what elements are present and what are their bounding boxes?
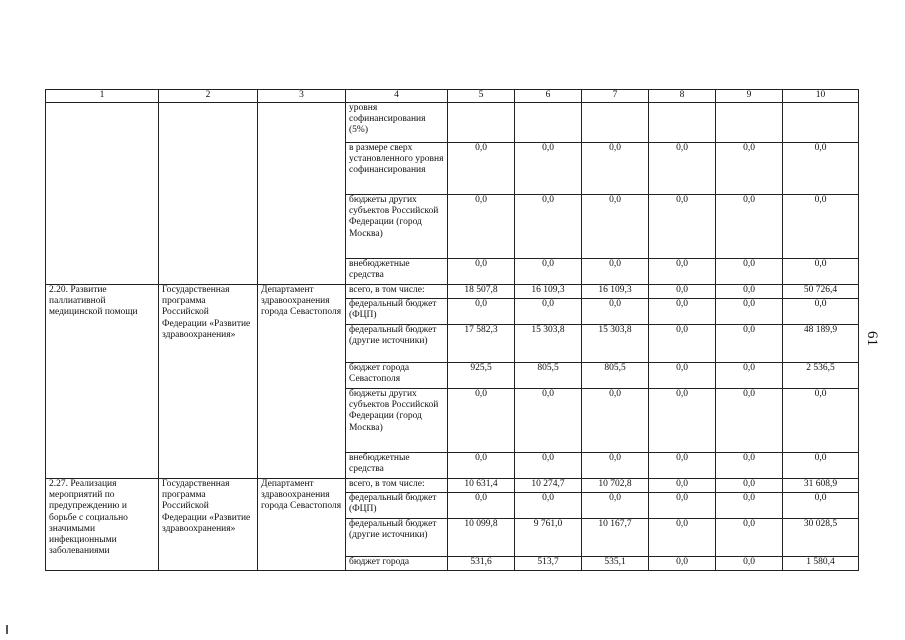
value-cell: 0,0 bbox=[783, 493, 859, 519]
value-cell: 0,0 bbox=[716, 519, 783, 557]
header-cell: 6 bbox=[515, 90, 582, 103]
header-cell: 4 bbox=[346, 90, 448, 103]
value-cell: 0,0 bbox=[716, 493, 783, 519]
value-cell: 0,0 bbox=[716, 195, 783, 259]
value-cell: 0,0 bbox=[582, 389, 649, 453]
value-cell: 0,0 bbox=[582, 143, 649, 195]
table-row bbox=[46, 103, 859, 143]
value-cell: 0,0 bbox=[515, 143, 582, 195]
value-cell: 0,0 bbox=[716, 363, 783, 389]
value-cell: 0,0 bbox=[649, 453, 716, 479]
source-cell: внебюджетные средства bbox=[346, 259, 448, 285]
source-cell: в размере сверх установленного уровня софинансирования bbox=[346, 143, 448, 195]
budget-table bbox=[45, 89, 859, 571]
value-cell: 0,0 bbox=[582, 493, 649, 519]
executor-cell bbox=[258, 103, 346, 285]
value-cell: 18 507,8 bbox=[448, 285, 515, 299]
value-cell: 0,0 bbox=[783, 299, 859, 325]
value-cell: 9 761,0 bbox=[515, 519, 582, 557]
value-cell: 16 109,3 bbox=[515, 285, 582, 299]
value-cell: 0,0 bbox=[448, 389, 515, 453]
value-cell: 0,0 bbox=[716, 143, 783, 195]
page-number: 61 bbox=[864, 331, 880, 346]
value-cell: 0,0 bbox=[783, 389, 859, 453]
value-cell: 0,0 bbox=[448, 143, 515, 195]
value-cell: 0,0 bbox=[649, 325, 716, 363]
value-cell: 15 303,8 bbox=[582, 325, 649, 363]
value-cell: 0,0 bbox=[716, 259, 783, 285]
source-cell: всего, в том числе: bbox=[346, 285, 448, 299]
program-cell bbox=[159, 103, 258, 285]
value-cell: 0,0 bbox=[448, 493, 515, 519]
table-row bbox=[46, 479, 859, 493]
value-cell: 0,0 bbox=[649, 557, 716, 571]
value-cell: 0,0 bbox=[582, 259, 649, 285]
value-cell bbox=[448, 103, 515, 143]
value-cell: 0,0 bbox=[448, 299, 515, 325]
source-cell: всего, в том числе: bbox=[346, 479, 448, 493]
value-cell: 50 726,4 bbox=[783, 285, 859, 299]
value-cell: 0,0 bbox=[649, 195, 716, 259]
value-cell bbox=[515, 103, 582, 143]
value-cell: 925,5 bbox=[448, 363, 515, 389]
source-cell: внебюджетные средства bbox=[346, 453, 448, 479]
value-cell: 0,0 bbox=[783, 259, 859, 285]
value-cell: 48 189,9 bbox=[783, 325, 859, 363]
header-cell: 2 bbox=[159, 90, 258, 103]
header-cell: 10 bbox=[783, 90, 859, 103]
value-cell: 0,0 bbox=[716, 389, 783, 453]
value-cell: 15 303,8 bbox=[515, 325, 582, 363]
value-cell: 10 274,7 bbox=[515, 479, 582, 493]
value-cell: 0,0 bbox=[716, 285, 783, 299]
header-cell: 9 bbox=[716, 90, 783, 103]
value-cell: 0,0 bbox=[515, 195, 582, 259]
value-cell: 31 608,9 bbox=[783, 479, 859, 493]
value-cell: 2 536,5 bbox=[783, 363, 859, 389]
value-cell: 10 702,8 bbox=[582, 479, 649, 493]
program-cell: Государственная программа Российской Федерации «Развитие здравоохранения» bbox=[159, 285, 258, 479]
executor-cell: Департамент здравоохранения города Севастополя bbox=[258, 285, 346, 479]
value-cell: 10 631,4 bbox=[448, 479, 515, 493]
value-cell: 0,0 bbox=[649, 519, 716, 557]
value-cell: 513,7 bbox=[515, 557, 582, 571]
source-cell: бюджеты других субъектов Российской Федерации (город Москва) bbox=[346, 389, 448, 453]
program-cell: Государственная программа Российской Федерации «Развитие здравоохранения» bbox=[159, 479, 258, 571]
value-cell: 0,0 bbox=[649, 493, 716, 519]
value-cell: 0,0 bbox=[783, 195, 859, 259]
executor-cell: Департамент здравоохранения города Севастополя bbox=[258, 479, 346, 571]
value-cell: 30 028,5 bbox=[783, 519, 859, 557]
value-cell: 0,0 bbox=[649, 143, 716, 195]
header-cell: 8 bbox=[649, 90, 716, 103]
value-cell: 0,0 bbox=[649, 479, 716, 493]
value-cell: 0,0 bbox=[582, 299, 649, 325]
table-row bbox=[46, 285, 859, 299]
value-cell: 0,0 bbox=[783, 143, 859, 195]
scan-mark bbox=[6, 625, 8, 634]
header-cell: 5 bbox=[448, 90, 515, 103]
source-cell: федеральный бюджет (другие источники) bbox=[346, 519, 448, 557]
source-cell: бюджет города bbox=[346, 557, 448, 571]
value-cell bbox=[716, 103, 783, 143]
value-cell: 0,0 bbox=[716, 557, 783, 571]
value-cell: 0,0 bbox=[649, 259, 716, 285]
value-cell: 0,0 bbox=[649, 363, 716, 389]
header-cell: 7 bbox=[582, 90, 649, 103]
value-cell: 535,1 bbox=[582, 557, 649, 571]
value-cell: 0,0 bbox=[448, 453, 515, 479]
value-cell: 0,0 bbox=[649, 285, 716, 299]
item-cell: 2.20. Развитие паллиативной медицинской помощи bbox=[46, 285, 159, 479]
value-cell: 0,0 bbox=[448, 195, 515, 259]
source-cell: федеральный бюджет (ФЦП) bbox=[346, 299, 448, 325]
header-cell: 3 bbox=[258, 90, 346, 103]
value-cell bbox=[649, 103, 716, 143]
value-cell: 17 582,3 bbox=[448, 325, 515, 363]
value-cell bbox=[582, 103, 649, 143]
value-cell: 1 580,4 bbox=[783, 557, 859, 571]
value-cell: 0,0 bbox=[515, 299, 582, 325]
value-cell: 0,0 bbox=[515, 453, 582, 479]
source-cell: федеральный бюджет (другие источники) bbox=[346, 325, 448, 363]
value-cell: 0,0 bbox=[716, 479, 783, 493]
value-cell: 0,0 bbox=[515, 259, 582, 285]
value-cell: 0,0 bbox=[515, 389, 582, 453]
header-cell: 1 bbox=[46, 90, 159, 103]
item-cell bbox=[46, 103, 159, 285]
value-cell: 805,5 bbox=[515, 363, 582, 389]
value-cell: 0,0 bbox=[582, 195, 649, 259]
value-cell: 531,6 bbox=[448, 557, 515, 571]
value-cell: 0,0 bbox=[649, 389, 716, 453]
source-cell: уровня софинансирования (5%) bbox=[346, 103, 448, 143]
source-cell: бюджет города Севастополя bbox=[346, 363, 448, 389]
source-cell: федеральный бюджет (ФЦП) bbox=[346, 493, 448, 519]
source-cell: бюджеты других субъектов Российской Федерации (город Москва) bbox=[346, 195, 448, 259]
value-cell: 0,0 bbox=[716, 299, 783, 325]
value-cell: 805,5 bbox=[582, 363, 649, 389]
value-cell: 10 167,7 bbox=[582, 519, 649, 557]
value-cell: 0,0 bbox=[582, 453, 649, 479]
value-cell: 0,0 bbox=[649, 299, 716, 325]
value-cell: 10 099,8 bbox=[448, 519, 515, 557]
value-cell bbox=[783, 103, 859, 143]
value-cell: 0,0 bbox=[716, 453, 783, 479]
header-row bbox=[46, 90, 859, 103]
value-cell: 0,0 bbox=[783, 453, 859, 479]
value-cell: 0,0 bbox=[515, 493, 582, 519]
value-cell: 16 109,3 bbox=[582, 285, 649, 299]
value-cell: 0,0 bbox=[448, 259, 515, 285]
value-cell: 0,0 bbox=[716, 325, 783, 363]
item-cell: 2.27. Реализация мероприятий по предупреждению и борьбе с социально значимыми инфекционными заболеваниями bbox=[46, 479, 159, 571]
